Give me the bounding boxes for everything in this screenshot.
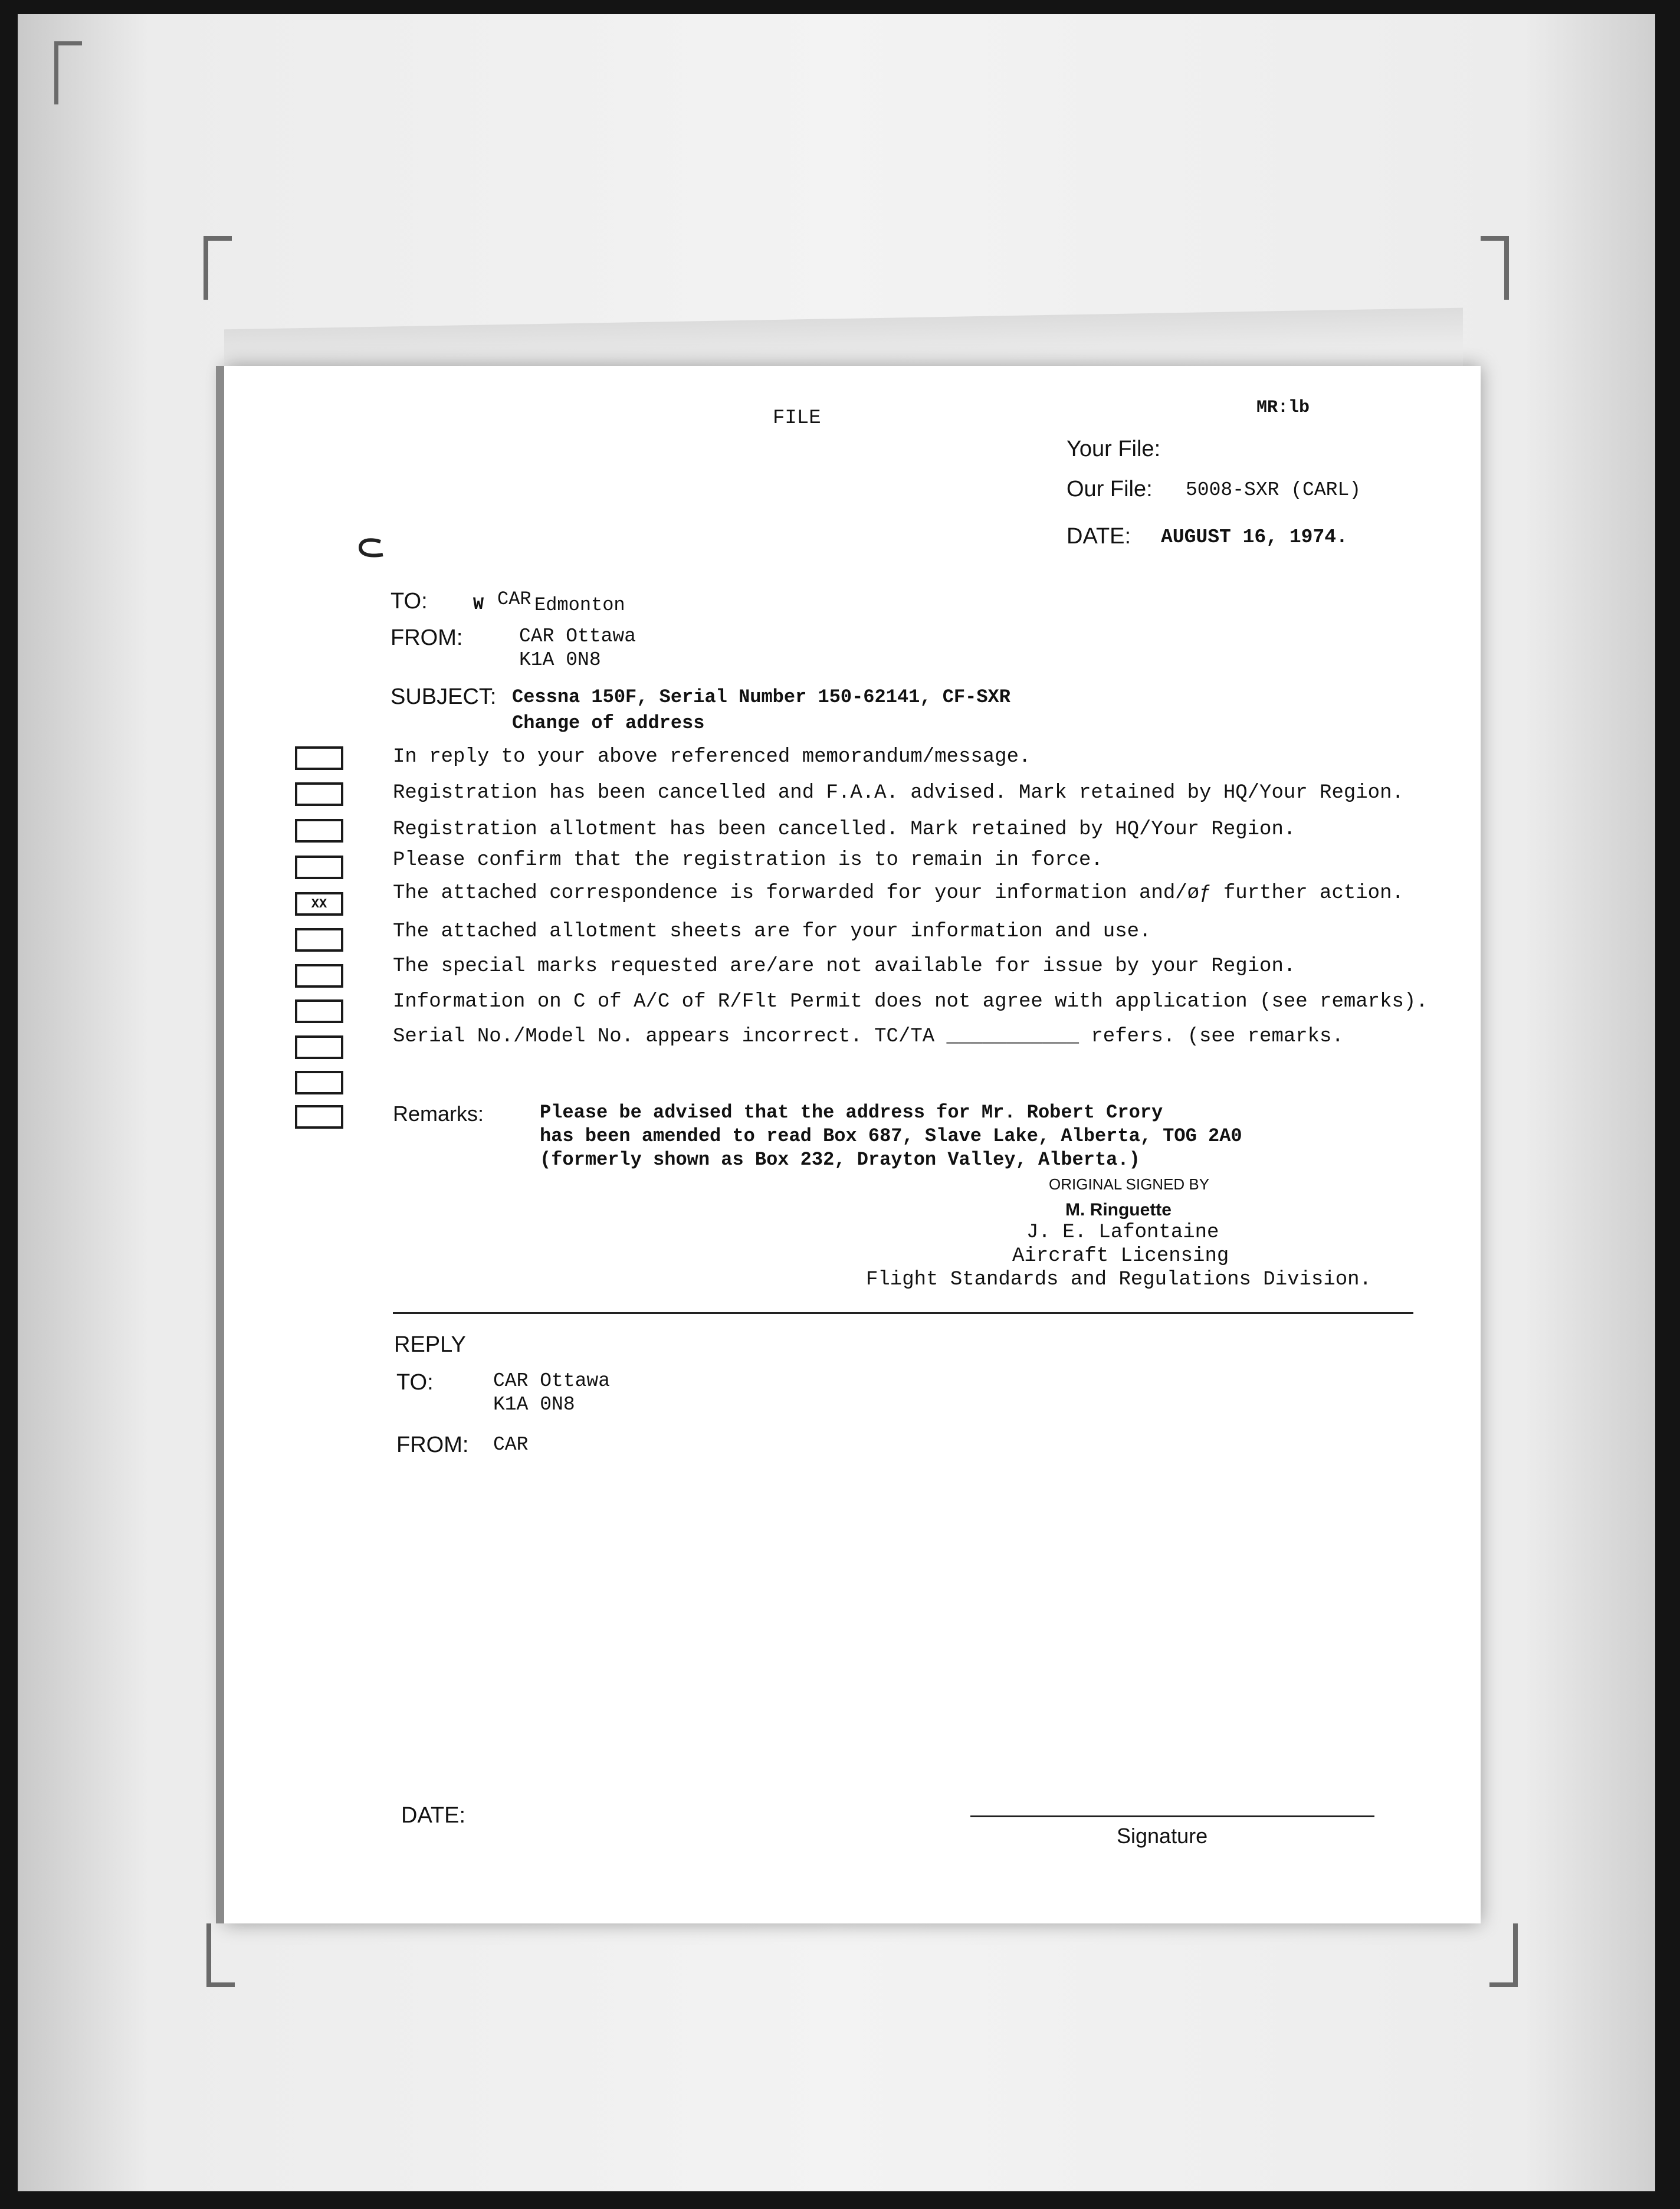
signatory-division: Flight Standards and Regulations Division. <box>866 1269 1371 1291</box>
our-file-value: 5008-SXR (CARL) <box>1186 479 1361 501</box>
reply-date-label: DATE: <box>401 1803 466 1828</box>
checklist-item: The special marks requested are/are not available for issue by your Region. <box>393 955 1296 978</box>
reply-from-value: CAR <box>493 1434 529 1456</box>
crop-mark-top-left <box>204 236 232 300</box>
checklist-item: Registration allotment has been cancelled. Mark retained by HQ/Your Region. <box>393 818 1296 841</box>
subject-label: SUBJECT: <box>391 684 497 709</box>
from-line2: K1A 0N8 <box>519 649 601 671</box>
reply-to-line2: K1A 0N8 <box>493 1394 575 1415</box>
to-region-mark: W <box>473 595 484 615</box>
signature-line <box>970 1815 1374 1817</box>
checklist-item: In reply to your above referenced memorandum/message. <box>393 746 1031 768</box>
checklist-item: Serial No./Model No. appears incorrect. TC/TA ___________ refers. (see remarks. <box>393 1025 1344 1048</box>
signatory-name: J. E. Lafontaine <box>1026 1221 1219 1244</box>
checkbox[interactable] <box>295 746 343 770</box>
crop-mark-bottom-right <box>1489 1923 1518 1987</box>
subject-line2: Change of address <box>512 712 705 734</box>
checklist-item: Registration has been cancelled and F.A.A. advised. Mark retained by HQ/Your Region. <box>393 782 1404 804</box>
reply-to-line1: CAR Ottawa <box>493 1370 611 1392</box>
checkbox[interactable] <box>295 782 343 806</box>
reference-initials: MR:lb <box>1256 398 1310 418</box>
signature-label: Signature <box>1117 1824 1208 1848</box>
original-signed-stamp: ORIGINAL SIGNED BY <box>1049 1175 1210 1193</box>
signatory-title: Aircraft Licensing <box>1012 1245 1229 1267</box>
checkbox[interactable] <box>295 964 343 988</box>
file-label: FILE <box>773 407 821 430</box>
subject-line1: Cessna 150F, Serial Number 150-62141, CF-SXR <box>512 686 1010 708</box>
checklist-item: The attached allotment sheets are for your information and use. <box>393 920 1151 943</box>
from-line1: CAR Ottawa <box>519 625 636 647</box>
to-value: Edmonton <box>534 594 625 616</box>
checkbox[interactable] <box>295 1035 343 1059</box>
crop-mark-top-right <box>1481 236 1509 300</box>
remarks-line3: (formerly shown as Box 232, Drayton Valley, Alberta.) <box>540 1149 1140 1171</box>
divider <box>393 1312 1413 1314</box>
reply-to-label: TO: <box>396 1370 434 1395</box>
checkbox[interactable] <box>295 819 343 843</box>
crop-mark-bottom-left <box>206 1923 235 1987</box>
date-label: DATE: <box>1067 524 1131 549</box>
your-file-label: Your File: <box>1067 437 1161 461</box>
remarks-line2: has been amended to read Box 687, Slave Lake, Alberta, TOG 2A0 <box>540 1125 1242 1147</box>
crop-mark-outer <box>54 41 82 104</box>
to-label: TO: <box>391 589 428 614</box>
checkbox[interactable] <box>295 928 343 952</box>
from-label: FROM: <box>391 625 463 650</box>
remarks-line1: Please be advised that the address for Mr. Robert Crory <box>540 1102 1163 1123</box>
reply-heading: REPLY <box>394 1332 466 1357</box>
pen-mark-icon <box>357 537 386 561</box>
checklist-item: The attached correspondence is forwarded for your information and/øƒ further action. <box>393 882 1404 904</box>
signed-name: M. Ringuette <box>1065 1200 1172 1220</box>
to-prefix: CAR <box>497 588 531 610</box>
checklist-item: Information on C of A/C of R/Flt Permit does not agree with application (see remarks). <box>393 991 1428 1013</box>
checklist-item: Please confirm that the registration is to remain in force. <box>393 849 1103 871</box>
checkbox-checked[interactable]: XX <box>295 892 343 916</box>
checkbox[interactable] <box>295 856 343 879</box>
date-value: AUGUST 16, 1974. <box>1161 526 1348 548</box>
remarks-label: Remarks: <box>393 1102 484 1126</box>
checkbox[interactable] <box>295 1105 343 1129</box>
checkbox[interactable] <box>295 1071 343 1094</box>
reply-from-label: FROM: <box>396 1433 469 1457</box>
checkbox[interactable] <box>295 999 343 1023</box>
our-file-label: Our File: <box>1067 477 1153 502</box>
